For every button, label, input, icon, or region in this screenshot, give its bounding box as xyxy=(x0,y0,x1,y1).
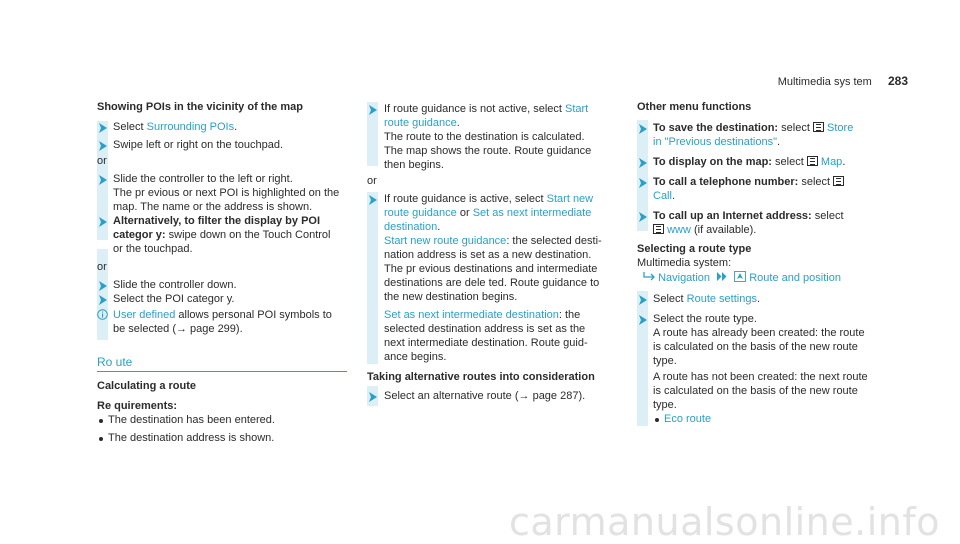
requirement-item: The destination address is shown. xyxy=(108,432,275,444)
running-header xyxy=(778,75,908,89)
heading-calculating-route: Calculating a route xyxy=(97,380,197,392)
step-arrow-icon xyxy=(98,123,109,136)
heading-other-menu: Other menu functions xyxy=(637,101,752,113)
info-icon xyxy=(97,309,108,320)
step-select-alternative: Select an alternative route (→ page 287). xyxy=(384,390,586,402)
info-note-l1: User defined allows personal POI symbols to xyxy=(113,309,332,321)
step-arrow-icon xyxy=(638,158,649,171)
or-text: or xyxy=(97,155,107,167)
menu-save-l2: in "Previous destinations". xyxy=(653,136,781,148)
menu-internet-l2: www (if available). xyxy=(653,224,756,237)
menu-list-icon xyxy=(833,176,844,186)
step-active-l6: The pr evious destinations and intermediate xyxy=(384,263,598,275)
double-chevron-icon xyxy=(717,272,727,284)
menu-list-icon xyxy=(653,224,664,234)
step-start-l3: The route to the destination is calculated. xyxy=(384,131,585,143)
bullet xyxy=(99,419,103,423)
heading-showing-pois: Showing POIs in the vicinity of the map xyxy=(97,101,303,113)
menu-save-l1: To save the destination: select Store xyxy=(653,122,854,134)
requirements-heading: Re quirements: xyxy=(97,400,178,412)
or-text: or xyxy=(97,261,107,273)
step-route-type-l1: Select the route type. xyxy=(653,313,757,325)
step-bar xyxy=(637,291,648,426)
menu-map: To display on the map: select Map. xyxy=(653,156,846,168)
step-start-l5: then begins. xyxy=(384,159,444,171)
step-active-l2: route guidance or Set as next intermediate xyxy=(384,207,592,219)
heading-route-type: Selecting a route type xyxy=(637,243,752,255)
step-route-type-l6: is calculated on the basis of the new route xyxy=(653,385,858,397)
step-select-category: Select the POI categor y. xyxy=(113,293,235,305)
set-next-intermediate-link[interactable]: Set as next intermediate xyxy=(472,207,592,219)
step-arrow-icon xyxy=(98,217,109,230)
step-arrow-icon xyxy=(98,281,109,294)
step-route-type-l2: A route has already been created: the route xyxy=(653,327,865,339)
section-name: Multimedia sys tem xyxy=(777,76,872,88)
page-number: 283 xyxy=(887,74,908,88)
step-filter-l1: Alternatively, to filter the display by POI xyxy=(113,215,321,227)
step-active-l12: ance begins. xyxy=(384,351,447,363)
step-arrow-icon xyxy=(368,105,379,118)
step-arrow-icon xyxy=(98,141,109,154)
start-new-link[interactable]: Start new xyxy=(546,193,594,205)
step-arrow-icon xyxy=(368,195,379,208)
step-select-surrounding: Select Surrounding POIs. xyxy=(113,121,238,133)
menu-call-l2: Call. xyxy=(653,190,676,202)
info-note-l2: be selected (→ page 299). xyxy=(113,323,243,335)
step-filter-l3: or the touchpad. xyxy=(113,243,193,255)
step-active-l1: If route guidance is active, select Start new xyxy=(384,193,594,205)
step-slide-l1: Slide the controller to the left or right. xyxy=(113,173,293,185)
step-active-l9: Set as next intermediate destination: the xyxy=(384,309,581,321)
route-settings-link[interactable]: Route settings xyxy=(686,293,757,305)
step-active-l11: next intermediate destination. Route guid- xyxy=(384,337,588,349)
step-route-settings: Select Route settings. xyxy=(653,293,761,305)
step-active-l3: destination. xyxy=(384,221,441,233)
menu-list-icon xyxy=(807,156,818,166)
bullet xyxy=(99,437,103,441)
menu-list-icon xyxy=(813,122,824,132)
step-route-type-l3: is calculated on the basis of the new route xyxy=(653,341,858,353)
nav-path xyxy=(643,271,841,285)
step-arrow-icon xyxy=(638,315,649,328)
step-arrow-icon xyxy=(638,124,649,137)
call-link[interactable]: Call xyxy=(653,190,672,202)
navigation-link[interactable]: Navigation xyxy=(658,272,711,284)
step-start-l2: route guidance. xyxy=(384,117,460,129)
step-active-l10: selected destination address is set as the xyxy=(384,323,586,335)
step-arrow-icon xyxy=(98,295,109,308)
step-active-l4: Start new route guidance: the selected desti- xyxy=(384,235,602,247)
www-link[interactable]: www xyxy=(667,224,691,236)
step-arrow-icon xyxy=(98,175,109,188)
step-arrow-icon xyxy=(638,212,649,225)
multimedia-system-label: Multimedia system: xyxy=(637,257,732,269)
step-active-l8: the new destination begins. xyxy=(384,291,518,303)
section-title-route: Ro ute xyxy=(97,355,133,369)
step-swipe: Swipe left or right on the touchpad. xyxy=(113,139,283,151)
step-arrow-icon xyxy=(638,295,649,308)
step-start-l1: If route guidance is not active, select Start xyxy=(384,103,589,115)
bullet xyxy=(655,418,659,422)
menu-call-l1: To call a telephone number: select xyxy=(653,176,844,189)
section-rule xyxy=(97,371,347,372)
step-active-l5: nation address is set as a new destination. xyxy=(384,249,592,261)
step-arrow-icon xyxy=(638,178,649,191)
watermark: carmanualsonline.info xyxy=(508,500,940,544)
step-slide-l3: map. The name or the address is shown. xyxy=(113,201,313,213)
start-route-guidance-link[interactable]: Start xyxy=(565,103,589,115)
route-and-position-link[interactable]: Route and position xyxy=(749,272,841,284)
map-link[interactable]: Map xyxy=(820,156,843,168)
store-link[interactable]: Store xyxy=(827,122,854,134)
requirement-item: The destination has been entered. xyxy=(108,414,275,426)
menu-internet-l1: To call up an Internet address: select xyxy=(653,210,844,222)
step-slide-l2: The pr evious or next POI is highlighted on the xyxy=(113,187,340,199)
step-route-type-l4: type. xyxy=(653,355,677,367)
eco-route-link[interactable]: Eco route xyxy=(664,413,712,425)
step-route-type-l5: A route has not been created: the next route xyxy=(653,371,868,383)
heading-alternative-routes: Taking alternative routes into consideration xyxy=(367,371,595,383)
step-start-l4: The map shows the route. Route guidance xyxy=(384,145,592,157)
or-text: or xyxy=(367,175,377,187)
surrounding-pois-link[interactable]: Surrounding POIs xyxy=(146,121,235,133)
user-defined-link[interactable]: User defined xyxy=(113,309,176,321)
step-bar xyxy=(367,192,378,364)
step-route-type-l7: type. xyxy=(653,399,677,411)
route-position-icon xyxy=(734,272,746,284)
step-arrow-icon xyxy=(368,392,379,405)
return-arrow-icon xyxy=(643,272,655,284)
step-slide-down: Slide the controller down. xyxy=(113,279,237,291)
step-active-l7: destinations are dele ted. Route guidance to xyxy=(384,277,600,289)
step-filter-l2: categor y: swipe down on the Touch Control xyxy=(113,229,331,241)
